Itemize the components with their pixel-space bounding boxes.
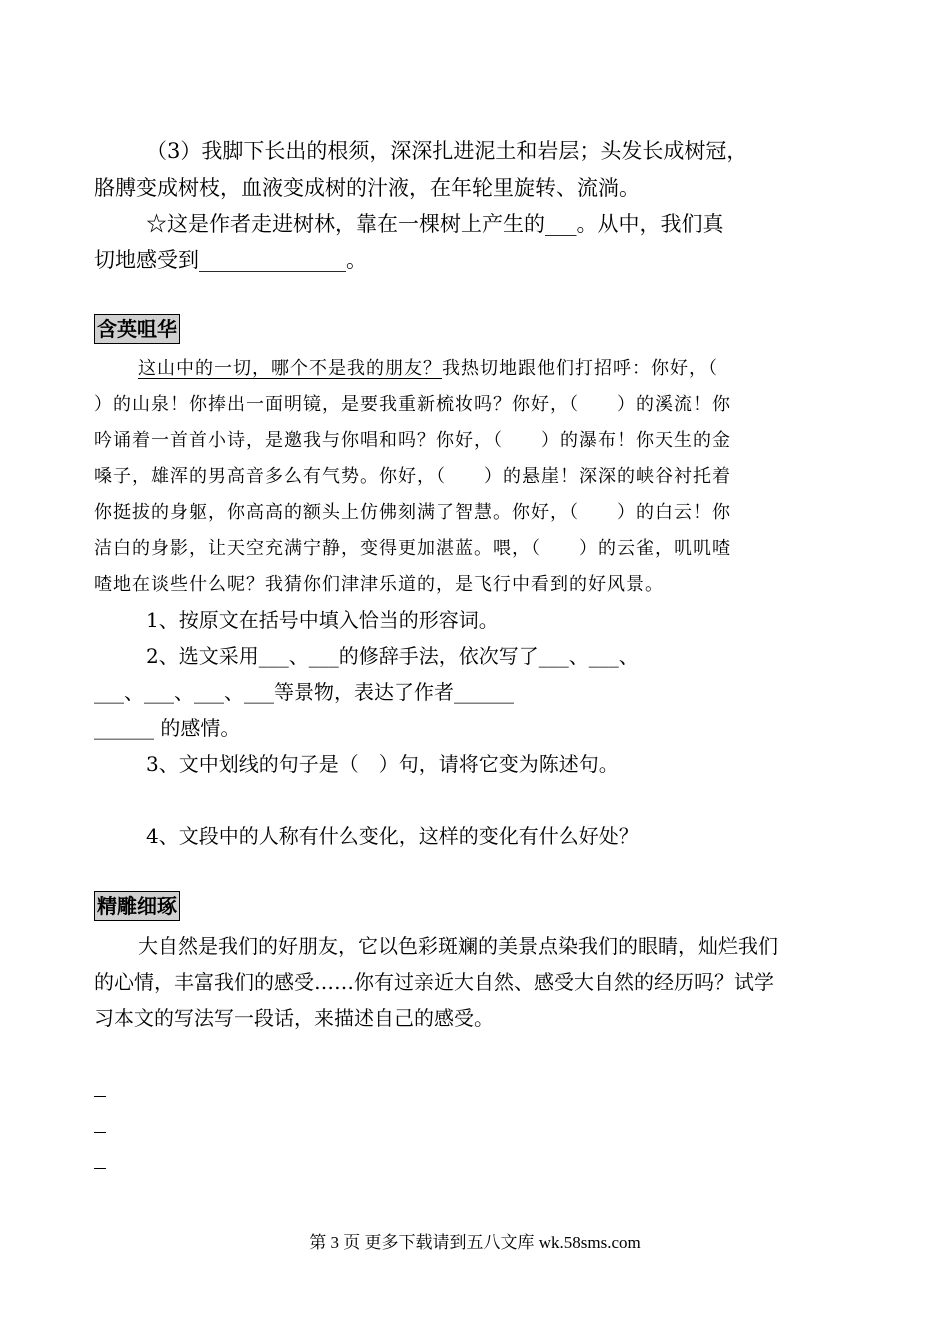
answer-line-3 bbox=[94, 1168, 106, 1169]
section-heading-jingdiao: 精雕细琢 bbox=[94, 891, 180, 921]
section-heading-hanying: 含英咀华 bbox=[94, 314, 180, 344]
passage-line-4: 嗓子，雄浑的男高音多么有气势。你好，（ ）的悬崖！深深的峡谷衬托着 bbox=[94, 466, 731, 487]
passage-line-1-rest: 我热切地跟他们打招呼：你好，（ bbox=[442, 358, 718, 379]
question-2-line-3: ______ 的感情。 bbox=[94, 716, 241, 740]
question-1: 1、按原文在括号中填入恰当的形容词。 bbox=[146, 608, 499, 632]
passage-line-7: 喳地在谈些什么呢？我猜你们津津乐道的，是飞行中看到的好风景。 bbox=[94, 574, 664, 595]
prompt-line-3: 习本文的写法写一段话，来描述自己的感受。 bbox=[94, 1006, 494, 1030]
q3-question-line-2: 切地感受到______________。 bbox=[94, 248, 367, 272]
q3-text-line-2: 胳膊变成树枝，血液变成树的汁液，在年轮里旋转、流淌。 bbox=[94, 176, 640, 200]
q3-text-line-1: （3）我脚下长出的根须，深深扎进泥土和岩层；头发长成树冠， bbox=[146, 139, 748, 163]
passage-line-1 bbox=[138, 354, 718, 380]
question-3: 3、文中划线的句子是（ ）句，请将它变为陈述句。 bbox=[146, 752, 619, 776]
q3-question-line-1: ☆这是作者走进树林，靠在一棵树上产生的___。从中，我们真 bbox=[146, 212, 724, 236]
page-footer: 第 3 页 更多下载请到五八文库 wk.58sms.com bbox=[309, 1233, 641, 1252]
passage-line-2: ）的山泉！你捧出一面明镜，是要我重新梳妆吗？你好，（ ）的溪流！你 bbox=[94, 394, 731, 415]
question-2-line-2: ___、___、___、___等景物，表达了作者______ bbox=[94, 680, 514, 704]
prompt-line-2: 的心情，丰富我们的感受……你有过亲近大自然、感受大自然的经历吗？试学 bbox=[94, 970, 774, 994]
question-4: 4、文段中的人称有什么变化，这样的变化有什么好处？ bbox=[146, 824, 639, 848]
answer-line-1 bbox=[94, 1096, 106, 1097]
prompt-line-1: 大自然是我们的好朋友，它以色彩斑斓的美景点染我们的眼睛，灿烂我们 bbox=[138, 934, 778, 958]
passage-line-5: 你挺拔的身躯，你高高的额头上仿佛刻满了智慧。你好，（ ）的白云！你 bbox=[94, 502, 731, 523]
passage-line-3: 吟诵着一首首小诗，是邀我与你唱和吗？你好，（ ）的瀑布！你天生的金 bbox=[94, 430, 731, 451]
underlined-sentence: 这山中的一切，哪个不是我的朋友？ bbox=[138, 358, 442, 379]
answer-line-2 bbox=[94, 1132, 106, 1133]
passage-line-6: 洁白的身影，让天空充满宁静，变得更加湛蓝。喂，（ ）的云雀，叽叽喳 bbox=[94, 538, 731, 559]
question-2-line-1: 2、选文采用___、___的修辞手法，依次写了___、___、 bbox=[146, 644, 639, 668]
